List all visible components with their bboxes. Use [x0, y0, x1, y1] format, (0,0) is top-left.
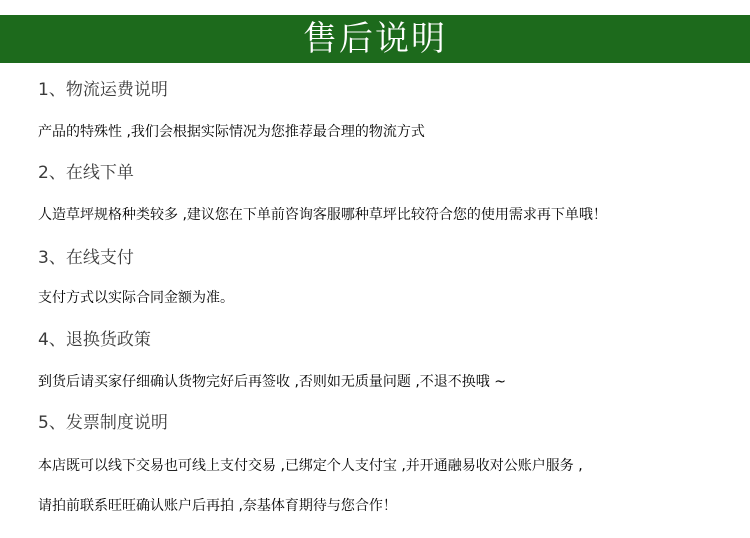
section-body-line: 支付方式以实际合同金额为准。 [38, 290, 234, 306]
section-heading: 5、发票制度说明 [38, 413, 168, 433]
page-title: 售后说明 [303, 19, 447, 59]
section-heading: 4、退换货政策 [38, 330, 151, 350]
section-body-line: 人造草坪规格种类较多 ,建议您在下单前咨询客服哪种草坪比较符合您的使用需求再下单哦！ [38, 207, 607, 223]
header-banner [0, 15, 750, 63]
section-heading: 3、在线支付 [38, 248, 134, 268]
section-body-line: 产品的特殊性 ,我们会根据实际情况为您推荐最合理的物流方式 [38, 124, 425, 140]
section-body-line: 请拍前联系旺旺确认账户后再拍 ,奈基体育期待与您合作！ [38, 498, 397, 514]
section-heading: 1、物流运费说明 [38, 80, 168, 100]
section-heading: 2、在线下单 [38, 163, 134, 183]
section-body-line: 到货后请买家仔细确认货物完好后再签收 ,否则如无质量问题 ,不退不换哦 ~ [38, 374, 506, 390]
section-body-line: 本店既可以线下交易也可线上支付交易 ,已绑定个人支付宝 ,并开通融易收对公账户服务 , [38, 458, 583, 474]
